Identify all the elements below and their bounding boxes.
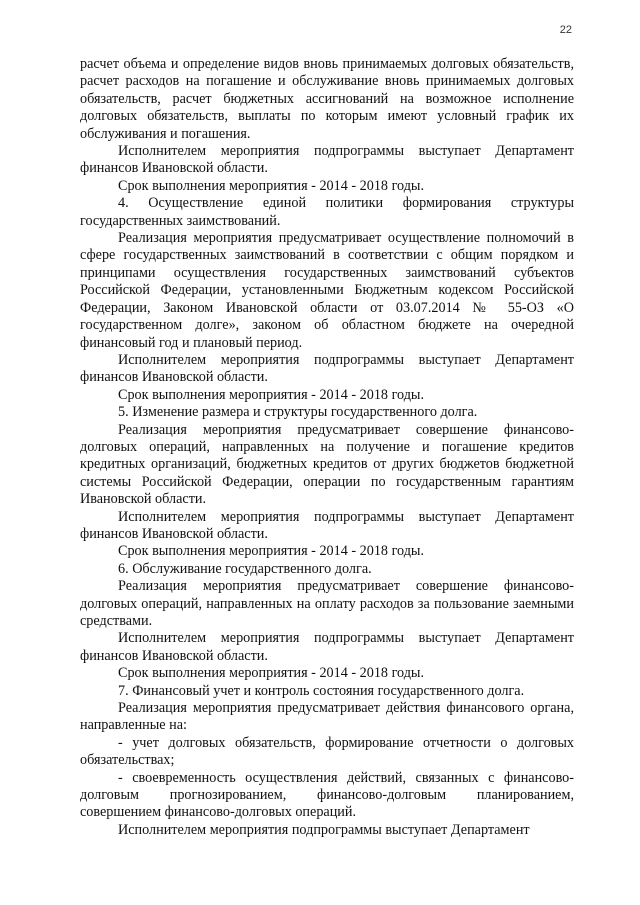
paragraph: Исполнителем мероприятия подпрограммы выступает Департамент [118,821,530,838]
paragraph: Исполнителем мероприятия подпрограммы выступает Департамент финансов Ивановской области. [80,143,574,177]
paragraph: Срок выполнения мероприятия - 2014 - 2018 годы. [118,665,425,682]
paragraph: Исполнителем мероприятия подпрограммы выступает Департамент финансов Ивановской области. [80,630,574,664]
paragraph: Реализация мероприятия предусматривает осуществление полномочий в сфере государственных заимствований в соответствии с общим порядком и принципами осуществления государственных заимствований субъектов Российской Федерации, установленными Бюджетным кодексом Российской Федерации, Законом Ивановской области от 03.07.2014 № 55-ОЗ «О государственном долге», законом об областном бюджете на очередной финансовый год и плановый период. [80,230,574,351]
paragraph: 5. Изменение размера и структуры государственного долга. [118,404,478,421]
page-number: 22 [559,24,572,36]
paragraph: Срок выполнения мероприятия - 2014 - 2018 годы. [118,386,425,403]
paragraph: - своевременность осуществления действий, связанных с финансово-долговым прогнозированием, финансово-долговым планированием, совершением финансово-долговых операций. [80,769,574,821]
paragraph: Срок выполнения мероприятия - 2014 - 2018 годы. [118,543,425,560]
paragraph: расчет объема и определение видов вновь принимаемых долговых обязательств, расчет расходов на погашение и обслуживание вновь принимаемых долговых обязательств, расчет бюджетных ассигнований на возможное исполнение долговых обязательств, выплаты по которым имеют условный график их обслуживания и погашения. [80,56,574,142]
paragraph: Реализация мероприятия предусматривает совершение финансово-долговых операций, направленных на оплату расходов за пользование заемными средствами. [80,578,574,629]
paragraph: Исполнителем мероприятия подпрограммы выступает Департамент финансов Ивановской области. [80,351,574,386]
paragraph: - учет долговых обязательств, формирование отчетности о долговых обязательствах; [80,734,574,769]
paragraph: 6. Обслуживание государственного долга. [118,560,372,577]
paragraph: Реализация мероприятия предусматривает совершение финансово-долговых операций, направленных на получение и погашение кредитов кредитных организаций, бюджетных кредитов от других бюджетов бюджетной системы Российской Федерации, операции по государственным гарантиям Ивановской области. [80,421,574,508]
paragraph: 7. Финансовый учет и контроль состояния государственного долга. [118,682,525,699]
document-body [80,56,574,839]
paragraph: 4. Осуществление единой политики формирования структуры государственных заимствований. [80,195,574,229]
paragraph: Срок выполнения мероприятия - 2014 - 2018 годы. [118,177,425,194]
paragraph: Исполнителем мероприятия подпрограммы выступает Департамент финансов Ивановской области. [80,508,574,542]
paragraph: Реализация мероприятия предусматривает действия финансового органа, направленные на: [80,700,574,734]
